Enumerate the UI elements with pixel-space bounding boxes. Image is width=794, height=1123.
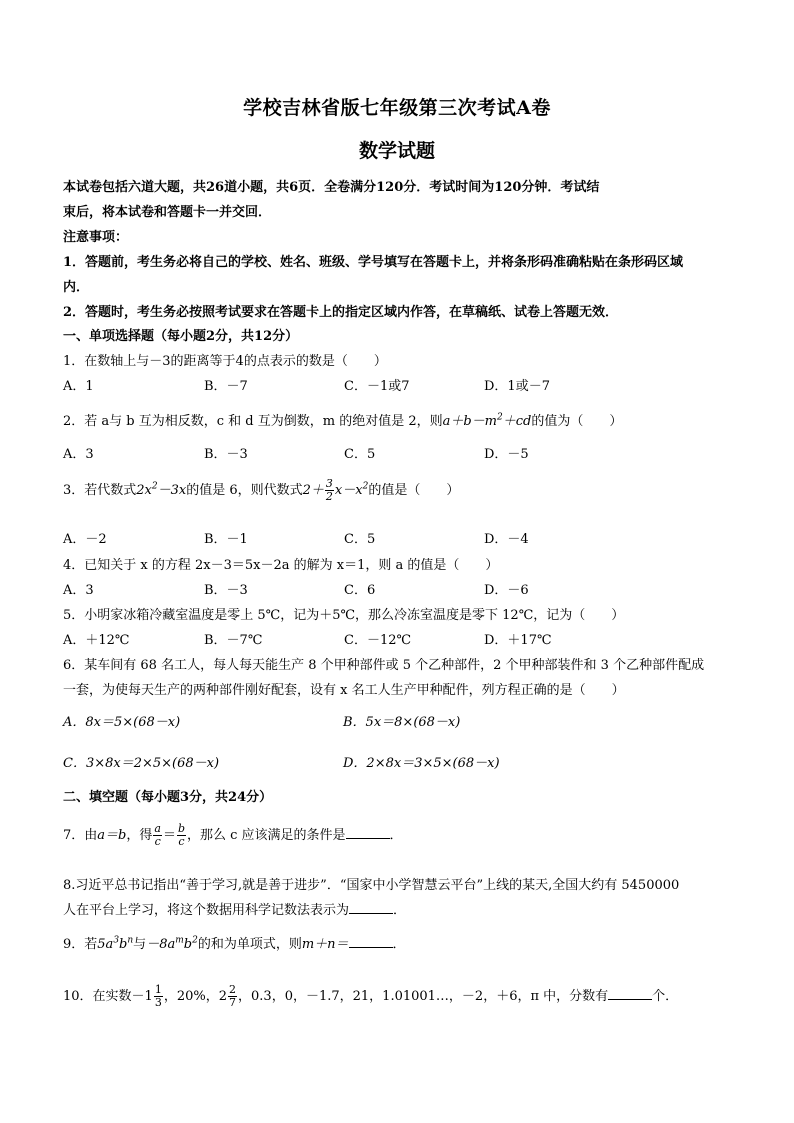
- question-6-line-1: 6．某车间有 68 名工人，每人每天能生产 8 个甲种部件或 5 个乙种部件，2 个甲种部装件和 3 个乙种部件配成: [63, 658, 705, 673]
- option-c: C．5: [344, 532, 376, 547]
- option-c: C．－12℃: [344, 633, 412, 648]
- fraction-numerator: 2: [229, 983, 237, 996]
- term-1-exp-a: 3: [113, 935, 120, 946]
- question-7-prefix: 7．由: [63, 828, 98, 843]
- exam-title: 学校吉林省版七年级第三次考试A卷: [243, 97, 551, 119]
- question-10-mid-1: ，20%，: [163, 989, 219, 1004]
- question-9: [63, 933, 406, 952]
- equals-sign: ＝: [162, 828, 176, 843]
- fraction-denominator: 3: [154, 996, 162, 1009]
- fraction-a-over-c: [153, 823, 162, 848]
- expression-2: [302, 477, 369, 503]
- answer-blank: [349, 901, 393, 914]
- option-b: B．－7: [204, 379, 248, 394]
- question-2-expression: [443, 414, 532, 429]
- question-2-suffix: 的值为（ ）: [531, 414, 623, 429]
- expr1-exponent: 2: [151, 481, 158, 492]
- fraction-b-over-c: [177, 823, 186, 848]
- option-a: A．－2: [63, 532, 107, 547]
- note-1-line-1: 1．答题前，考生务必将自己的学校、姓名、班级、学号填写在答题卡上，并将条形码准确粘贴在条形码区域: [63, 255, 684, 270]
- fraction-numerator: 1: [154, 983, 162, 996]
- answer-blank: [349, 935, 393, 948]
- term-2-coef: －8a: [146, 937, 176, 952]
- fraction-denominator: 2: [325, 490, 333, 503]
- question-1: 1．在数轴上与－3的距离等于4的点表示的数是（ ）: [63, 354, 387, 369]
- fraction-numerator: b: [177, 822, 185, 835]
- question-3-options: [63, 528, 763, 548]
- question-9-expression: m＋n＝: [301, 937, 349, 952]
- option-c: C．3×8x＝2×5×(68－x): [63, 756, 220, 771]
- question-3-suffix: 的值是（ ）: [368, 483, 460, 498]
- section-1-title: 一、单项选择题（每小题2分，共12分）: [63, 329, 299, 344]
- question-9-suffix: 的和为单项式，则: [197, 937, 302, 952]
- fraction-numerator: a: [154, 822, 161, 835]
- expr2-lead: 2＋: [302, 483, 324, 498]
- question-3-prefix: 3．若代数式: [63, 483, 137, 498]
- expr2-exponent: 2: [362, 481, 369, 492]
- expr2-tail: x－x: [334, 483, 363, 498]
- question-8-line-1: 8.习近平总书记指出“善于学习,就是善于进步”．“国家中小学智慧云平台”上线的某天,全国大约有 5450000: [63, 878, 680, 893]
- intro-line-1: 本试卷包括六道大题，共26道小题，共6页．全卷满分120分．考试时间为120分钟．考试结: [63, 180, 600, 195]
- notes-title: 注意事项：: [63, 230, 129, 245]
- intro-line-2: 束后，将本试卷和答题卡一并交回．: [63, 205, 272, 220]
- option-b: B．－7℃: [204, 633, 263, 648]
- option-a: A．8x＝5×(68－x): [63, 715, 181, 730]
- question-10: [63, 984, 678, 1009]
- question-6-line-2: 一套，为使每天生产的两种部件刚好配套，设有 x 名工人生产甲种配件，列方程正确的是（ ）: [63, 683, 625, 698]
- expr1-tail: －3x: [157, 483, 187, 498]
- answer-blank: [608, 987, 652, 1000]
- question-7-end: ．: [389, 828, 403, 843]
- question-9-mid: 与: [133, 937, 147, 952]
- term-2-exp-b: 2: [192, 935, 198, 946]
- option-b: B．－3: [204, 447, 248, 462]
- note-2: 2．答题时，考生务必按照考试要求在答题卡上的指定区域内作答，在草稿纸、试卷上答题无效．: [63, 305, 619, 320]
- question-5-options: [63, 629, 763, 649]
- question-9-prefix: 9．若: [63, 937, 98, 952]
- question-2-prefix: 2．若 a与 b 互为相反数，c 和 d 互为倒数，m 的绝对值是 2，则: [63, 414, 443, 429]
- option-d: D．2×8x＝3×5×(68－x): [343, 756, 500, 771]
- question-8-prefix: 人在平台上学习，将这个数据用科学记数法表示为: [63, 903, 350, 918]
- term-2-exp-a: m: [175, 935, 184, 946]
- fraction-denominator: 7: [229, 996, 237, 1009]
- term-1: [97, 937, 133, 952]
- question-10-end: 个．: [652, 989, 679, 1004]
- question-8-line-2: [63, 899, 406, 918]
- question-10-prefix: 10．在实数: [63, 989, 132, 1004]
- question-1-options: [63, 375, 763, 395]
- term-1-exp-b: n: [127, 935, 134, 946]
- question-7-equation: a＝b: [97, 828, 127, 843]
- question-7-mid: ，得: [126, 828, 153, 843]
- term-2-var-b: b: [183, 937, 193, 952]
- question-3-middle: 的值是 6，则代数式: [186, 483, 303, 498]
- question-6-options-row-2: [63, 752, 763, 772]
- option-a: A．1: [63, 379, 94, 394]
- mixed-number-2-whole: 2: [218, 989, 228, 1004]
- question-4: 4．已知关于 x 的方程 2x－3＝5x－2a 的解为 x＝1，则 a 的值是（ ）: [63, 558, 499, 573]
- term-1-var-b: b: [119, 937, 128, 952]
- option-d: D．1或－7: [484, 379, 550, 394]
- option-b: B．－1: [204, 532, 248, 547]
- expr-tail: ＋cd: [502, 414, 532, 429]
- expr-exponent: 2: [497, 412, 503, 423]
- option-d: D．－4: [484, 532, 529, 547]
- question-5: 5．小明家冰箱冷藏室温度是零上 5℃，记为＋5℃，那么冷冻室温度是零下 12℃，记为（ ）: [63, 608, 625, 623]
- option-c: C．5: [344, 447, 376, 462]
- expr1-term: 2x: [136, 483, 152, 498]
- mixed-number-1-whole: －1: [131, 989, 153, 1004]
- fraction: [325, 478, 334, 503]
- question-10-mid-2: ，0.3，0，－1.7，21，1.01001…，－2，＋6，π 中，分数有: [238, 989, 609, 1004]
- expr-main: a＋b－m: [442, 414, 498, 429]
- question-9-end: ．: [392, 937, 406, 952]
- question-6-options-row-1: [63, 711, 763, 731]
- fraction-denominator: c: [178, 835, 185, 848]
- option-b: B．5x＝8×(68－x): [343, 715, 461, 730]
- option-d: D．＋17℃: [484, 633, 552, 648]
- section-2-title: 二、填空题（每小题3分，共24分）: [63, 790, 273, 805]
- option-d: D．－5: [484, 447, 529, 462]
- question-7-suffix: ，那么 c 应该满足的条件是: [187, 828, 346, 843]
- term-1-coef: 5a: [97, 937, 114, 952]
- mixed-number-2-fraction: [228, 984, 237, 1009]
- question-2-options: [63, 443, 763, 463]
- option-c: C．6: [344, 583, 376, 598]
- fraction-numerator: 3: [325, 477, 333, 490]
- option-d: D．－6: [484, 583, 529, 598]
- option-c: C．－1或7: [344, 379, 410, 394]
- exam-subject-title: 数学试题: [358, 140, 435, 162]
- option-b: B．－3: [204, 583, 248, 598]
- question-2: [63, 410, 622, 429]
- question-7: [63, 823, 403, 848]
- fraction-denominator: c: [154, 835, 161, 848]
- term-2: [146, 937, 198, 952]
- option-a: A．＋12℃: [63, 633, 130, 648]
- mixed-number-1-fraction: [154, 984, 163, 1009]
- question-3: [63, 478, 459, 503]
- option-a: A．3: [63, 583, 94, 598]
- expression-1: [136, 483, 186, 498]
- option-a: A．3: [63, 447, 94, 462]
- question-8-end: ．: [393, 903, 407, 918]
- question-4-options: [63, 579, 763, 599]
- answer-blank: [346, 826, 390, 839]
- note-1-line-2: 内．: [63, 280, 90, 295]
